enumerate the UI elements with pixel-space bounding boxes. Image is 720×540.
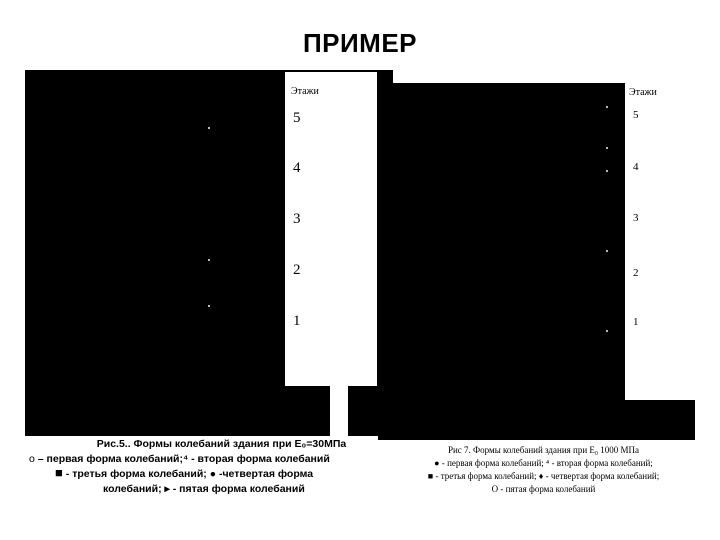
figure-right-floor-4: 4 <box>633 161 639 173</box>
figure-left-caption-symbol-third: ■ <box>55 465 63 480</box>
figure-left-caption-line4b: - пятая форма колебаний <box>169 482 305 495</box>
figure-left-caption-symbol-first: о <box>29 452 35 465</box>
figure-left-caption-line4: колебаний; <box>103 482 165 495</box>
figure-left-gap <box>330 386 348 436</box>
figure-right-tick <box>606 170 608 172</box>
figure-left-tick <box>208 305 210 307</box>
figure-right-floor-axis <box>625 83 695 400</box>
figure-left-caption-line2: – первая форма колебаний; <box>34 452 184 465</box>
figure-right-tick <box>606 330 608 332</box>
figure-right-caption-line1: Рис 7. Формы колебаний здания при Е₀ 1000 МПа <box>447 445 640 455</box>
figure-left-floor-axis <box>285 72 377 386</box>
figure-left-caption <box>25 437 378 501</box>
figure-left-floor-5: 5 <box>293 110 301 126</box>
figure-left-caption-symbol-second: ⁴ <box>183 452 189 465</box>
figure-right-floor-3: 3 <box>633 212 639 224</box>
figure-right-tick <box>606 106 608 108</box>
figure-right-caption-line2: ● - первая форма колебаний; ⁴ - вторая форма колебаний; <box>434 458 653 468</box>
figure-left-floor-3: 3 <box>293 211 301 227</box>
figure-left-floor-1: 1 <box>293 313 301 329</box>
figure-left-floor-4: 4 <box>293 160 301 176</box>
figure-left-tick <box>208 259 210 261</box>
figure-right-tick <box>606 250 608 252</box>
figure-right-floor-5: 5 <box>633 109 639 121</box>
figure-left-caption-line3: - третья форма колебаний; ● -четвертая форма <box>62 468 314 480</box>
figure-right-tick <box>606 147 608 149</box>
slide-title: ПРИМЕР <box>302 28 418 58</box>
figure-right-caption-line4: О - пятая форма колебаний <box>491 484 596 494</box>
figure-right-floor-1: 1 <box>633 316 639 328</box>
figure-right-floor-2: 2 <box>633 267 639 279</box>
figure-left-caption-symbol-fifth: ▸ <box>164 482 170 495</box>
figure-left-floor-2: 2 <box>293 262 301 278</box>
figure-left-caption-line1: Рис.5.. Формы колебаний здания при Е₀=30МПа <box>96 438 347 450</box>
figure-left-caption-line2b: - вторая форма колебаний <box>188 452 330 465</box>
figure-right-axis-title: Этажи <box>629 87 657 98</box>
figure-right-caption-line3: ■ - третья форма колебаний; ♦ - четвертая форма колебаний; <box>427 471 660 481</box>
figure-left-tick <box>208 127 210 129</box>
figure-left-axis-title: Этажи <box>291 86 319 97</box>
figure-right-caption <box>392 440 695 504</box>
